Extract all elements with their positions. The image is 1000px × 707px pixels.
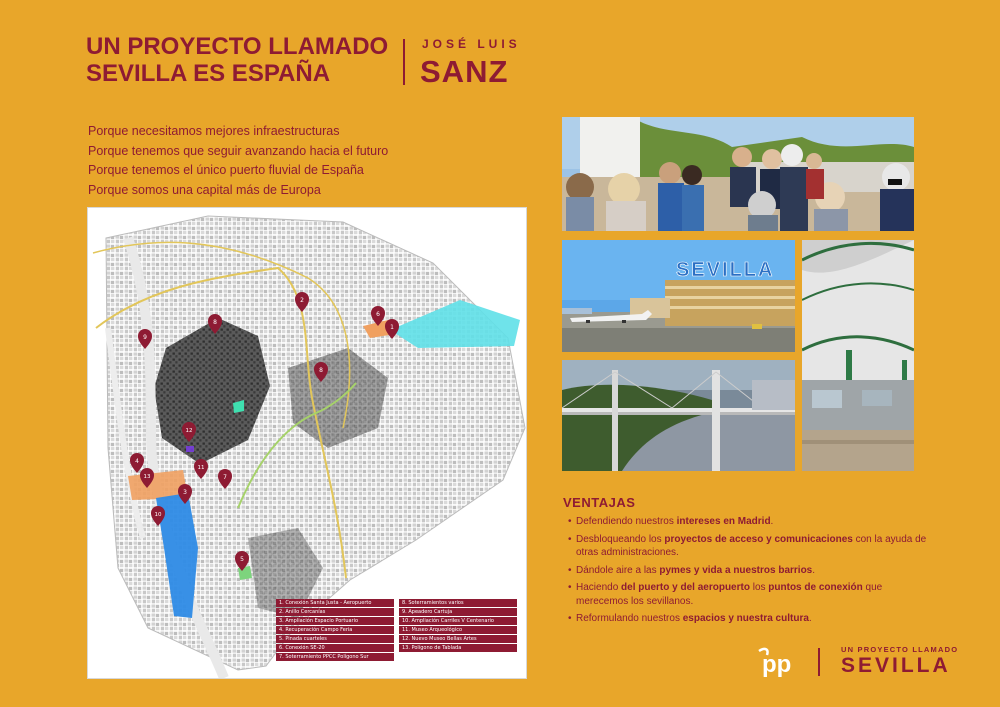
ventajas-list: [568, 515, 928, 630]
ventaja-item: • Desbloqueando los proyectos de acceso y comunicaciones con la ayuda de otras administraciones.: [568, 533, 928, 560]
marker-label: 8: [319, 367, 323, 374]
pp-logo-text: pp: [762, 651, 792, 677]
reason-item: Porque tenemos el único puerto fluvial de España: [88, 163, 364, 177]
photo-bridge-image: [562, 360, 795, 471]
marker-label: 2: [300, 297, 304, 304]
reason-item: Porque necesitamos mejores infraestructuras: [88, 124, 340, 138]
marker-3[interactable]: [178, 484, 192, 504]
marker-10[interactable]: [151, 506, 165, 526]
logo-line1: UN PROYECTO LLAMADO: [841, 645, 959, 654]
photo-tent-structure: [802, 240, 914, 471]
photo-airport-image: [562, 240, 795, 352]
marker-label: 10: [154, 512, 162, 518]
legend-item: 7. Soterramiento PPCC Polígono Sur: [276, 653, 394, 661]
legend-item: 2. Anillo Cercanías: [276, 608, 394, 616]
marker-12[interactable]: [182, 422, 196, 442]
marker-label: 1: [390, 324, 394, 331]
header-line2: SEVILLA ES ESPAÑA: [86, 60, 331, 87]
legend-item: 3. Ampliación Espacio Portuario: [276, 617, 394, 625]
legend-item: 8. Soterramientos varios: [399, 599, 517, 607]
legend-item: 13. Polígono de Tablada: [399, 644, 517, 652]
marker-1[interactable]: [385, 319, 399, 339]
header-last-name: SANZ: [420, 54, 509, 89]
marker-2[interactable]: [295, 292, 309, 312]
marker-8a[interactable]: [208, 314, 222, 334]
marker-label: 5: [240, 556, 244, 563]
marker-label: 13: [143, 474, 151, 480]
ventaja-item: • Defendiendo nuestros intereses en Madrid.: [568, 515, 928, 529]
legend-item: 5. Pinada cuarteles: [276, 635, 394, 643]
marker-label: 11: [197, 465, 205, 471]
legend-item: 1. Conexión Santa Justa - Aeropuerto: [276, 599, 394, 607]
photo-group-visit: [562, 117, 914, 231]
airport-sign: SEVILLA: [676, 259, 775, 281]
city-map: [87, 207, 527, 679]
legend-item: 9. Apeadero Cartuja: [399, 608, 517, 616]
marker-11[interactable]: [194, 459, 208, 479]
reason-item: Porque somos una capital más de Europa: [88, 182, 321, 197]
map-legend-left: [276, 599, 394, 662]
marker-label: 6: [376, 311, 380, 318]
marker-label: 4: [135, 458, 139, 465]
marker-7[interactable]: [218, 469, 232, 489]
marker-label: 12: [185, 428, 193, 434]
ventajas-title: VENTAJAS: [563, 495, 636, 510]
photo-bridge: [562, 360, 795, 471]
reasons-list: [88, 122, 468, 200]
photo-group-image: [562, 117, 914, 231]
marker-label: 9: [143, 334, 147, 341]
marker-13[interactable]: [140, 468, 154, 488]
pp-logo-icon: [757, 647, 801, 677]
ventaja-item: • Haciendo del puerto y del aeropuerto los puntos de conexión que merecemos los sevillanos.: [568, 581, 928, 608]
legend-item: 10. Ampliación Carriles V Centenario: [399, 617, 517, 625]
reason-item: Porque tenemos que seguir avanzando hacia el futuro: [88, 143, 389, 158]
logo-divider: [818, 648, 820, 676]
pp-logo: [757, 647, 801, 677]
header: [86, 33, 526, 87]
header-line1: UN PROYECTO LLAMADO: [86, 33, 389, 60]
legend-item: 6. Conexión SE-20: [276, 644, 394, 652]
legend-item: 4. Recuperación Campo Feria: [276, 626, 394, 634]
ventaja-item: • Dándole aire a las pymes y vida a nuestros barrios.: [568, 564, 928, 578]
photo-airport: [562, 240, 795, 352]
legend-item: 11. Museo Arqueológico: [399, 626, 517, 634]
legend-item: 12. Nuevo Museo Bellas Artes: [399, 635, 517, 643]
header-first-name: JOSÉ LUIS: [422, 37, 521, 51]
logo-line2: SEVILLA: [841, 654, 951, 677]
header-divider: [403, 39, 405, 85]
ventaja-item: • Reformulando nuestros espacios y nuestra cultura.: [568, 612, 928, 626]
marker-8b[interactable]: [314, 362, 328, 382]
photo-tent-image: [802, 240, 914, 471]
map-legend-right: [399, 599, 517, 653]
marker-5[interactable]: [235, 551, 249, 571]
marker-4[interactable]: [130, 453, 144, 473]
marker-9[interactable]: [138, 329, 152, 349]
marker-6[interactable]: [371, 306, 385, 326]
marker-label: 8: [213, 319, 217, 326]
header-title: [86, 33, 388, 87]
marker-label: 7: [223, 474, 227, 481]
marker-label: 3: [183, 489, 187, 496]
